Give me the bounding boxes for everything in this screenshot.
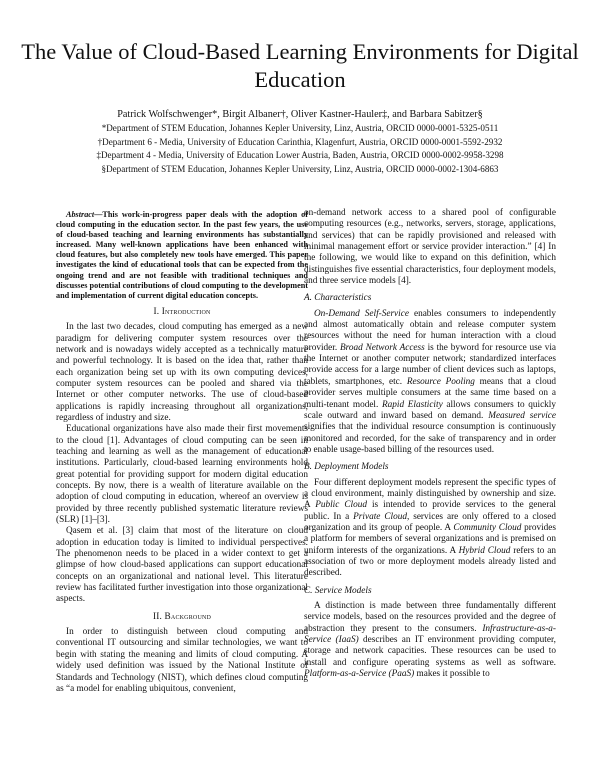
abstract-text: —This work-in-progress paper deals with the adoption of cloud computing in the education sector. In the past few years, the use of cloud-based teaching and learning environments has substantially increased. Many well-known applications have been enhanced with cloud features, but also completely new tools have emerged. This paper investigates the kind of educational tools that can be expected from the ongoing trend and are not feasible with traditional techniques and discusses potential contributions of cloud computing to the development and implementation of current digital education concepts. [56,210,308,300]
paper-title: The Value of Cloud-Based Learning Environments for Digital Education [21,39,579,92]
text-span: allows consumers to quickly scale outward and inward based on demand. [304,399,556,421]
text-span: , services are only offered to a closed organization and its group of people. A [304,511,557,533]
term-measured-service: Measured service [488,410,556,421]
intro-paragraph-2: Educational organizations have also made their first movements to the cloud [1]. Advantages of cloud computing can be seen in teaching and learning as well as the management of educational institutions. Particularly, cloud-based learning environments hold great potential for providing support for modern digital education concepts. By now, there is a wealth of literature available on the adoption of cloud computing in education, whereof an overview is provided by three recently published systematic literature reviews (SLR) [1]–[3]. [56,424,308,526]
term-rapid-elasticity: Rapid Elasticity [381,399,443,410]
text-span: provides a platform for members of several organizations and is premised on uniform interests of the organizations. A [304,522,557,556]
right-column [304,208,556,680]
affiliation-4: §Department of STEM Education, Johannes Kepler University, Linz, Austria, ORCID 0000-0002-1304-6863 [101,163,499,174]
subsection-heading-service: C. Service Models [304,585,372,596]
characteristics-paragraph [304,309,556,456]
text-span: enables consumers to independently and almost automatically obtain and release computer system resources without the need for human interaction with a cloud provider. [304,308,556,353]
affiliations [0,122,600,176]
intro-paragraph-1: In the last two decades, cloud computing has emerged as a new paradigm for delivering computer system resources over the network and is nowadays widely accepted as a technically mature and powerful technology. It is based on the idea that, rather than each organization being set up with its own computing devices, computer system resources can be pooled and shared via the Internet or other computer networks. The use of cloud-based applications is rapidly increasing throughout all organizations, regardless of industry and size. [56,322,308,423]
text-span: describes an IT environment providing computer, storage and network capacities. These resources can be used to install and configure operating systems as well as software. [304,635,556,668]
term-resource-pooling: Resource Pooling [406,376,475,387]
term-private-cloud: Private Cloud [353,511,407,522]
text-span: Four different deployment models represent the specific types of a cloud environment, mainly distinguished by ownership and size. A [304,477,556,511]
affiliation-2: †Department 6 - Media, University of Education Carinthia, Klagenfurt, Austria, ORCID 0000-0001-5592-2932 [97,136,503,147]
definition-paragraph: on-demand network access to a shared pool of configurable computing resources (e.g., networks, servers, storage, applications, and services) that can be rapidly provisioned and released with minimal management effort or service provider interaction.” [4] In the following, we would like to expand on this definition, which distinguishes five essential characteristics, four deployment models, and three service models [4]. [304,208,556,287]
subsection-heading-deployment: B. Deployment Models [304,462,389,473]
term-public-cloud: Public Cloud [315,500,367,511]
text-span: means that a cloud provider serves multiple consumers at the same time based on a multi-tenant model. [304,376,556,410]
term-on-demand: On-Demand Self-Service [314,308,409,319]
text-span: makes it possible to [414,669,490,680]
abstract-lead: Abstract [66,210,95,219]
background-paragraph-1: In order to distinguish between cloud computing and conventional IT outsourcing and similar technologies, we want to begin with stating the meaning and limits of cloud computing. A widely used definition was issued by the National Institute of Standards and Technology (NIST), which defines cloud computing as “a model for enabling ubiquitous, convenient, [56,627,308,694]
term-community-cloud: Community Cloud [453,522,522,533]
text-span: A distinction is made between three fundamentally different service models, based on the resources provided and the degree of abstraction they present to the consumers. [304,601,556,634]
affiliation-1: *Department of STEM Education, Johannes Kepler University, Linz, Austria, ORCID 0000-0001-5325-0511 [101,123,499,133]
text-span: signifies that the individual resource consumption is continuously monitored and recorded, for the sake of transparency and in order to enable usage-based billing of the resources used. [304,422,556,455]
term-hybrid-cloud: Hybrid Cloud [458,545,511,556]
left-column [56,210,308,695]
deployment-paragraph [304,478,556,580]
author-list: Patrick Wolfschwenger*, Birgit Albaner†, Oliver Kastner-Hauler‡, and Barbara Sabitzer§ [117,109,483,120]
text-span: is the byword for resource use via the Internet or another computer network; standardized interfaces provide access for a large number of client devices such as laptops, tablets, smartphones, etc. [304,342,556,387]
subsection-heading-characteristics: A. Characteristics [304,293,372,304]
service-paragraph [304,601,556,680]
term-paas: Platform-as-a-Service (PaaS) [304,669,415,680]
text-span: refers to an association of two or more deployment models already listed and described. [304,545,556,579]
abstract [56,210,308,301]
text-span: is intended to provide services to the general public. In a [304,500,557,522]
affiliation-3: ‡Department 4 - Media, University of Education Lower Austria, Baden, Austria, ORCID 0000-0002-9958-3298 [96,150,504,161]
section-heading-introduction: I. Introduction [153,306,211,317]
term-iaas: Infrastructure-as-a-Service (IaaS) [304,623,556,646]
section-heading-background: II. Background [152,611,212,622]
term-broad-network: Broad Network Access [339,342,425,353]
intro-paragraph-3: Qasem et al. [3] claim that most of the literature on cloud adoption in education today is limited to individual perspectives. The phenomenon needs to be placed in a wider context to get a glimpse of how cloud-based applications can support educational concepts on an organizational and national level. This literature review has facilitated further investigation into those organizational aspects. [56,526,308,605]
